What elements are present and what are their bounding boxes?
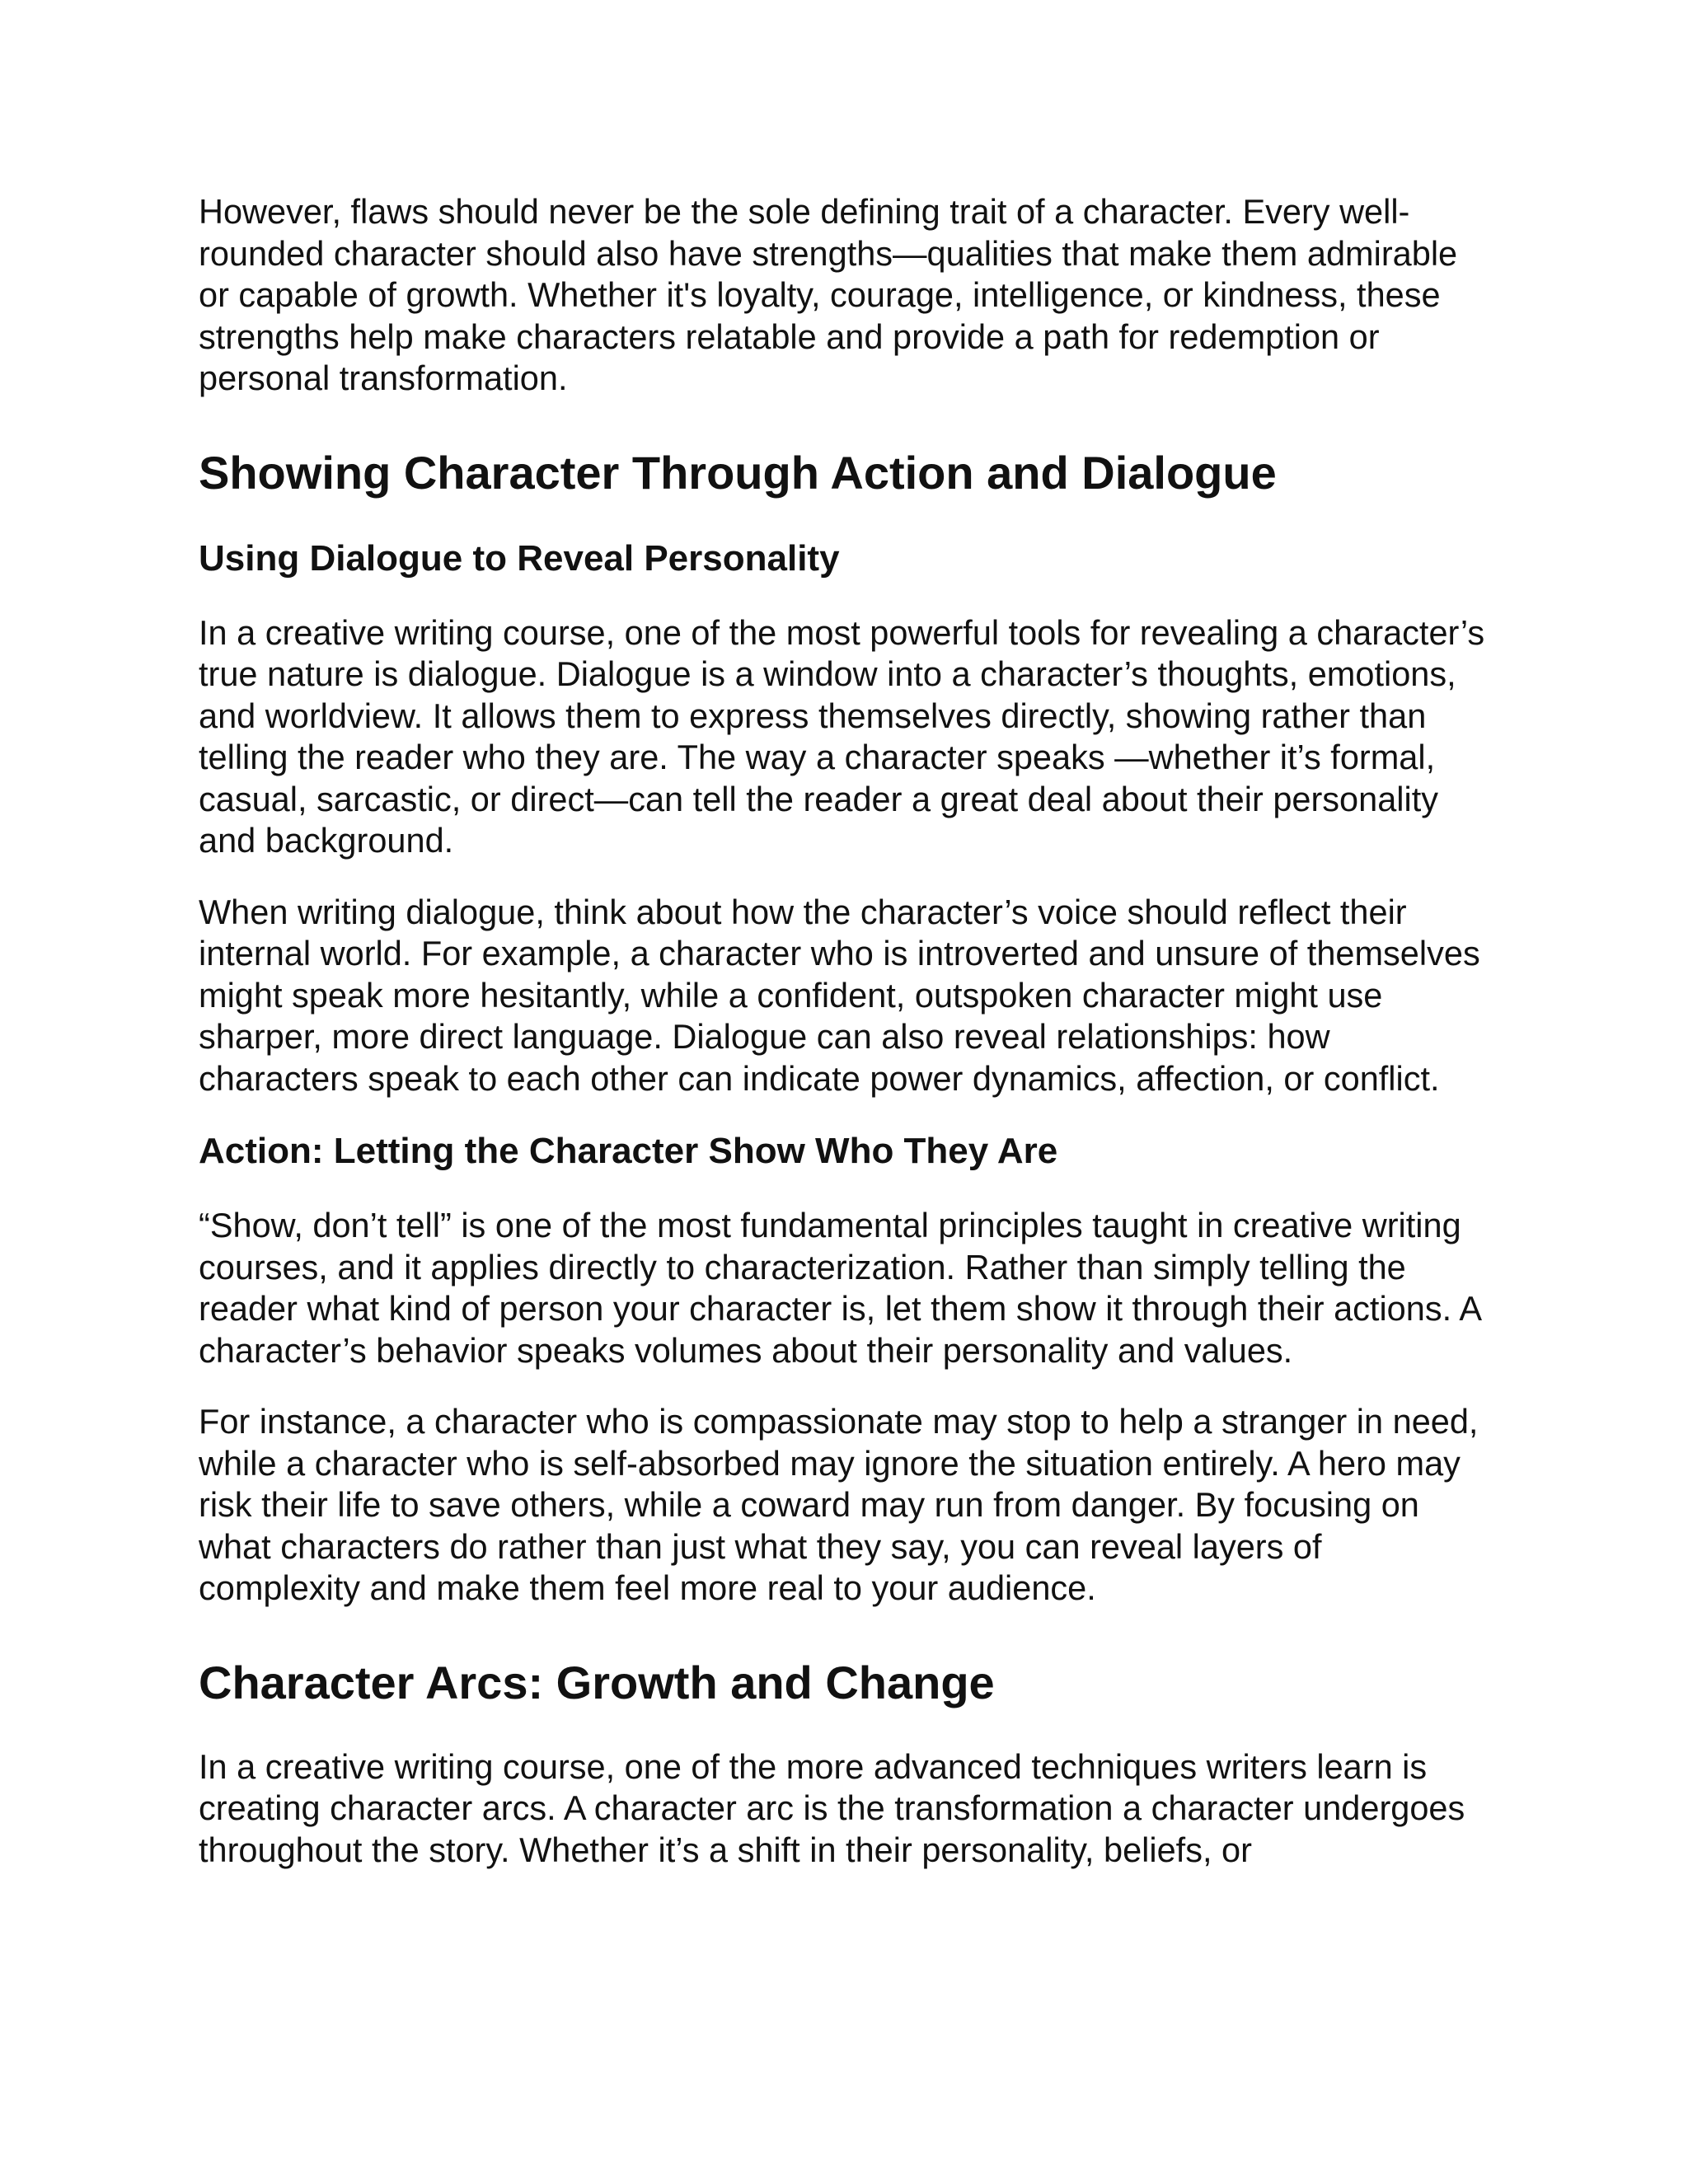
section-heading-showing-character: Showing Character Through Action and Dialogue [199,446,1277,499]
subsection-heading-action: Action: Letting the Character Show Who They Are [199,1131,1058,1171]
subsection-heading-dialogue: Using Dialogue to Reveal Personality [199,537,840,579]
dialogue-paragraph-1: In a creative writing course, one of the most powerful tools for revealing a character’s true nature is dialogue. Dialogue is a window into a character’s thoughts, emotions, and worldview. It allows them to express themselves directly, showing rather than telling the reader who they are. The way a character speaks —whether it’s formal, casual, sarcastic, or direct—can tell the reader a great deal about their personality and background. [199,612,1485,860]
section-heading-character-arcs: Character Arcs: Growth and Change [199,1656,995,1708]
arcs-paragraph-1: In a creative writing course, one of the more advanced techniques writers learn is creating character arcs. A character arc is the transformation a character undergoes throughout the story. Whether it’s a shift in their personality, beliefs, or [199,1746,1465,1869]
dialogue-paragraph-2: When writing dialogue, think about how the character’s voice should reflect their internal world. For example, a character who is introverted and unsure of themselves might speak more hesitantly, while a confident, outspoken character might use sharper, more direct language. Dialogue can also reveal relationships: how characters speak to each other can indicate power dynamics, affection, or conflict. [199,892,1480,1098]
action-paragraph-1: “Show, don’t tell” is one of the most fundamental principles taught in creative writing courses, and it applies directly to characterization. Rather than simply telling the reader what kind of person your character is, let them show it through their actions. A character’s behavior speaks volumes about their personality and values. [199,1206,1480,1370]
document-content [199,191,1489,1900]
action-paragraph-2: For instance, a character who is compassionate may stop to help a stranger in need, while a character who is self-absorbed may ignore the situation entirely. A hero may risk their life to save others, while a coward may run from danger. By focusing on what characters do rather than just what they say, you can reveal layers of complexity and make them feel more real to your audience. [199,1402,1479,1607]
intro-paragraph: However, flaws should never be the sole defining trait of a character. Every well-rounded character should also have strengths—qualities that make them admirable or capable of growth. Whether it's loyalty, courage, intelligence, or kindness, these strengths help make characters relatable and provide a path for redemption or personal transformation. [199,192,1458,397]
